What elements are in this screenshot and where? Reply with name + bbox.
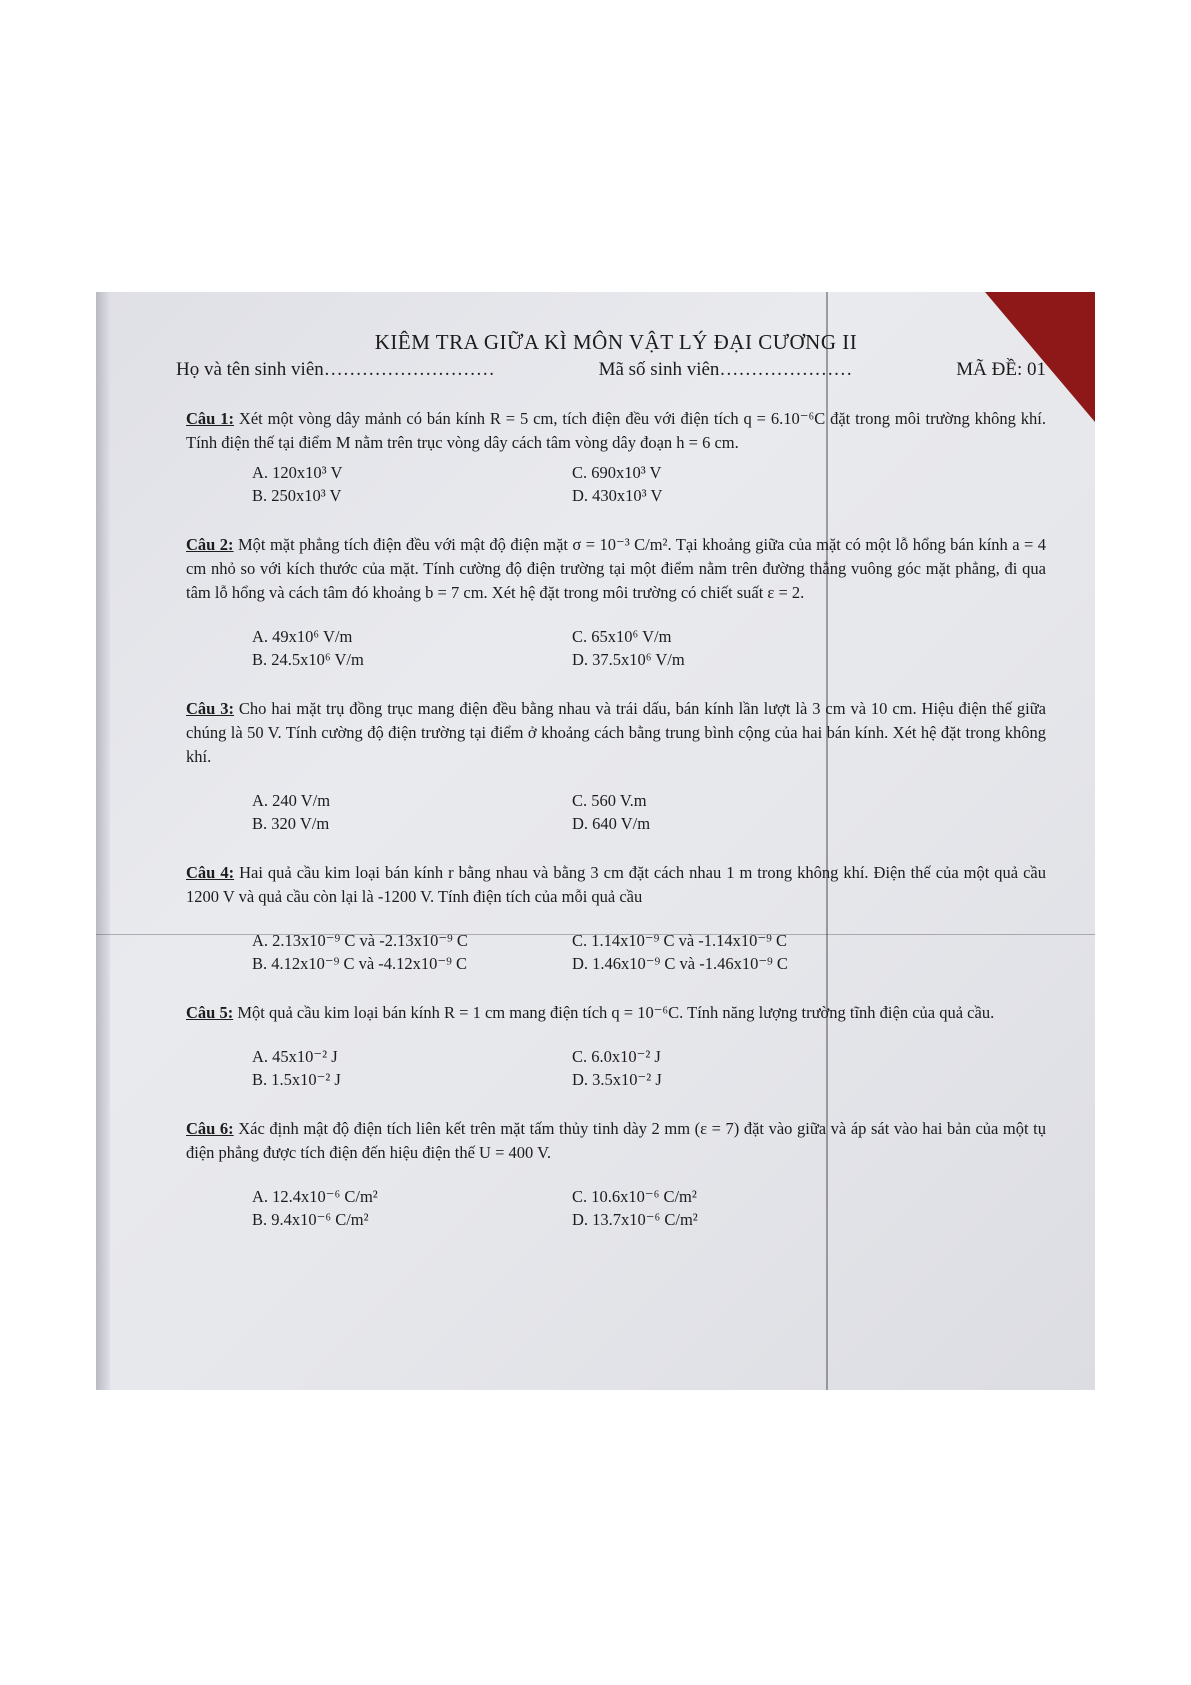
option-a: A. 49x10⁶ V/m <box>252 627 353 646</box>
student-id-field: Mã số sinh viên………………… <box>598 359 853 380</box>
option-b: B. 9.4x10⁻⁶ C/m² <box>252 1210 369 1229</box>
question-1-options <box>252 461 1046 507</box>
question-2-options <box>252 625 1046 671</box>
option-d: D. 430x10³ V <box>572 486 663 505</box>
question-text: Xét một vòng dây mảnh có bán kính R = 5 cm, tích điện đều với điện tích q = 6.10⁻⁶C đặt trong môi trường không khí. Tính điện thế tại điểm M nằm trên trục vòng dây cách tâm vòng dây đoạn h = 6 cm. <box>186 409 1047 452</box>
option-a: A. 12.4x10⁻⁶ C/m² <box>252 1187 378 1206</box>
paper-edge-shadow <box>96 292 110 1390</box>
option-a: A. 240 V/m <box>252 791 331 810</box>
option-b: B. 4.12x10⁻⁹ C và -4.12x10⁻⁹ C <box>252 954 468 973</box>
option-d: D. 3.5x10⁻² J <box>572 1070 662 1089</box>
option-a: A. 120x10³ V <box>252 463 343 482</box>
option-d: D. 13.7x10⁻⁶ C/m² <box>572 1210 698 1229</box>
option-d: D. 640 V/m <box>572 814 651 833</box>
option-b: B. 24.5x10⁶ V/m <box>252 650 364 669</box>
option-a: A. 2.13x10⁻⁹ C và -2.13x10⁻⁹ C <box>252 931 468 950</box>
student-name-field: Họ và tên sinh viên……………………… <box>176 359 495 380</box>
option-d: D. 1.46x10⁻⁹ C và -1.46x10⁻⁹ C <box>572 954 788 973</box>
question-label: Câu 3: <box>186 699 234 718</box>
question-2 <box>186 533 1046 605</box>
question-label: Câu 4: <box>186 863 235 882</box>
question-text: Một mặt phẳng tích điện đều với mật độ điện mặt σ = 10⁻³ C/m². Tại khoảng giữa của mặt có một lỗ hổng bán kính a = 4 cm nhỏ so với kích thước của mặt. Tính cường độ điện trường tại một điểm nằm trên đường thẳng vuông góc mặt phẳng, đi qua tâm lỗ hổng và cách tâm đó khoảng b = 7 cm. Xét hệ đặt trong môi trường có chiết suất ε = 2. <box>186 535 1047 602</box>
option-c: C. 10.6x10⁻⁶ C/m² <box>572 1187 697 1206</box>
option-c: C. 6.0x10⁻² J <box>572 1047 661 1066</box>
option-c: C. 690x10³ V <box>572 463 662 482</box>
question-label: Câu 1: <box>186 409 234 428</box>
question-3 <box>186 697 1046 769</box>
question-text: Hai quả cầu kim loại bán kính r bằng nhau và bằng 3 cm đặt cách nhau 1 m trong không khí. Điện thế của một quả cầu 1200 V và quả cầu còn lại là -1200 V. Tính điện tích của mỗi quả cầu <box>186 863 1047 906</box>
question-4 <box>186 861 1046 909</box>
question-label: Câu 6: <box>186 1119 234 1138</box>
question-label: Câu 2: <box>186 535 234 554</box>
exam-photo <box>96 292 1095 1390</box>
student-info-line <box>176 359 1046 381</box>
option-c: C. 1.14x10⁻⁹ C và -1.14x10⁻⁹ C <box>572 931 788 950</box>
question-text: Một quả cầu kim loại bán kính R = 1 cm mang điện tích q = 10⁻⁶C. Tính năng lượng trường tĩnh điện của quả cầu. <box>237 1003 995 1022</box>
exam-title: KIÊM TRA GIỮA KÌ MÔN VẬT LÝ ĐẠI CƯƠNG II <box>374 330 858 354</box>
option-b: B. 320 V/m <box>252 814 330 833</box>
option-c: C. 560 V.m <box>572 791 647 810</box>
option-c: C. 65x10⁶ V/m <box>572 627 672 646</box>
question-label: Câu 5: <box>186 1003 234 1022</box>
question-6-options <box>252 1185 1046 1231</box>
question-6 <box>186 1117 1046 1165</box>
option-d: D. 37.5x10⁶ V/m <box>572 650 685 669</box>
exam-content <box>176 330 1047 1231</box>
question-text: Cho hai mặt trụ đồng trục mang điện đều bằng nhau và trái dấu, bán kính lần lượt là 3 cm và 10 cm. Hiệu điện thế giữa chúng là 50 V. Tính cường độ điện trường tại điểm ở khoảng cách bằng trung bình cộng của hai bán kính. Xét hệ đặt trong không khí. <box>186 699 1047 766</box>
question-4-options <box>252 929 1046 975</box>
option-a: A. 45x10⁻² J <box>252 1047 338 1066</box>
question-1 <box>186 407 1046 455</box>
option-b: B. 250x10³ V <box>252 486 342 505</box>
exam-code: MÃ ĐỀ: 01 <box>956 359 1046 380</box>
question-5 <box>186 1001 1046 1025</box>
question-3-options <box>252 789 1046 835</box>
question-text: Xác định mật độ điện tích liên kết trên mặt tấm thủy tinh dày 2 mm (ε = 7) đặt vào giữa và áp sát vào hai bản của một tụ điện phẳng được tích điện đến hiệu điện thế U = 400 V. <box>186 1119 1047 1162</box>
question-5-options <box>252 1045 1046 1091</box>
option-b: B. 1.5x10⁻² J <box>252 1070 341 1089</box>
